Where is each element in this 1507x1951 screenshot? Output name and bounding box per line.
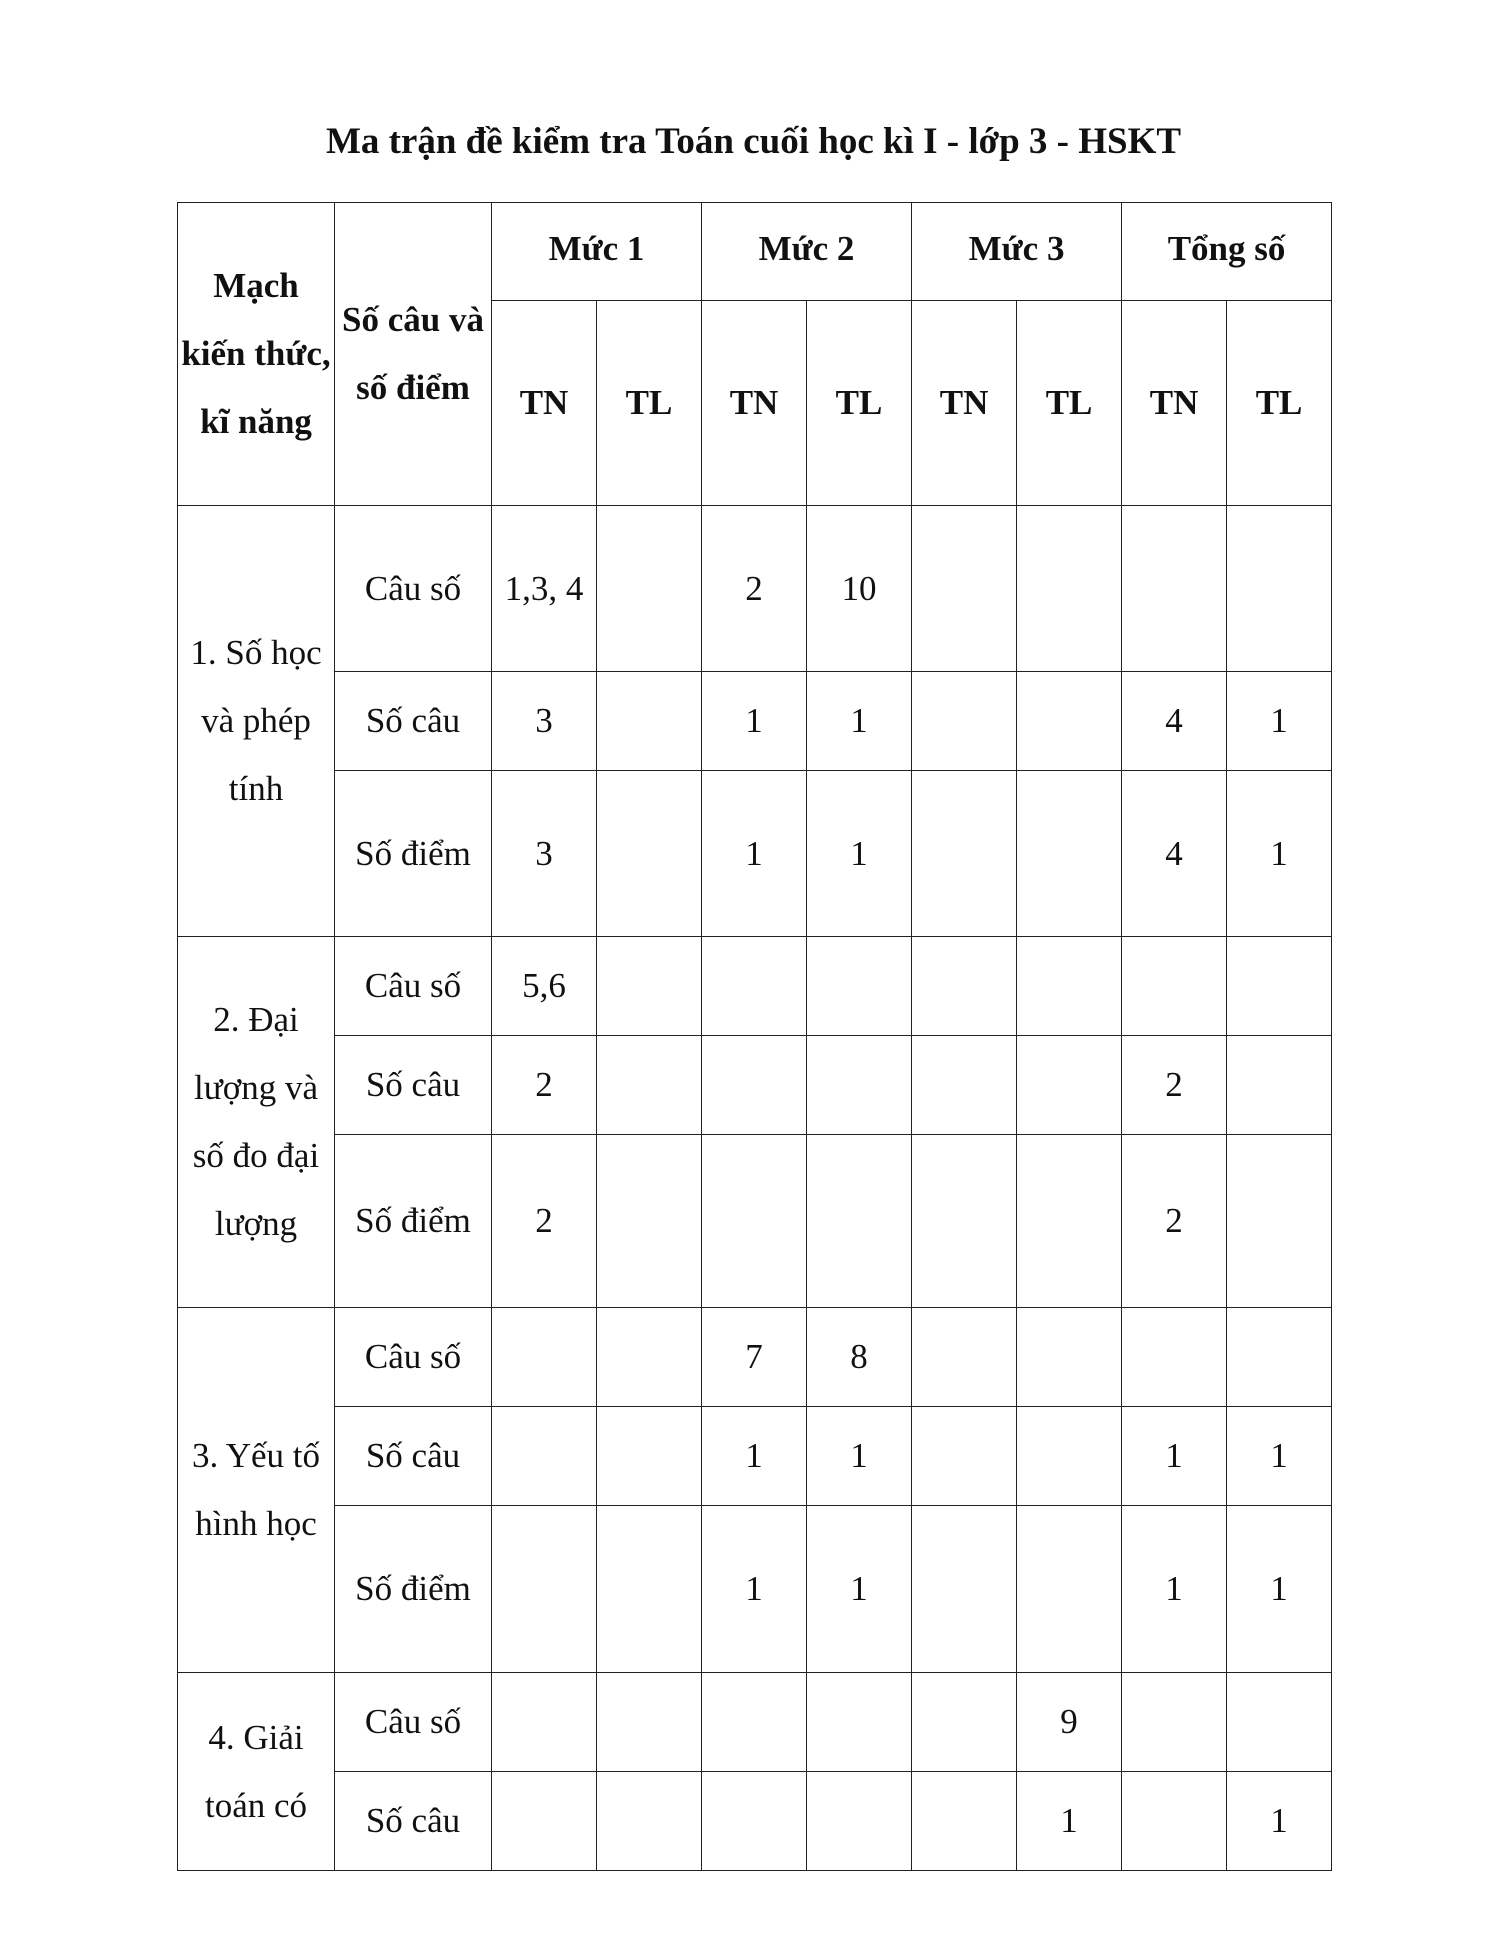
value-cell — [807, 1036, 912, 1135]
value-cell: 1 — [1227, 672, 1332, 771]
header-level-3: Mức 3 — [912, 203, 1122, 301]
header-tl: TL — [1017, 301, 1122, 506]
value-cell: 2 — [492, 1135, 597, 1308]
value-cell: 3 — [492, 672, 597, 771]
value-cell: 10 — [807, 506, 912, 672]
value-cell — [912, 1407, 1017, 1506]
value-cell: 1 — [1227, 771, 1332, 937]
value-cell — [912, 1135, 1017, 1308]
header-level-2: Mức 2 — [702, 203, 912, 301]
value-cell — [807, 1772, 912, 1871]
value-cell — [597, 771, 702, 937]
value-cell — [1017, 1036, 1122, 1135]
value-cell — [1227, 1673, 1332, 1772]
value-cell — [1017, 1506, 1122, 1673]
value-cell — [597, 1308, 702, 1407]
table-row — [178, 1673, 1332, 1772]
row-label-cell: Câu số — [335, 1673, 492, 1772]
topic-cell: 3. Yếu tố hình học — [178, 1308, 335, 1673]
value-cell: 7 — [702, 1308, 807, 1407]
header-tn: TN — [912, 301, 1017, 506]
value-cell — [1122, 506, 1227, 672]
value-cell — [492, 1308, 597, 1407]
value-cell — [702, 1772, 807, 1871]
value-cell — [1017, 771, 1122, 937]
table-row — [178, 506, 1332, 672]
value-cell — [492, 1673, 597, 1772]
value-cell: 1 — [1122, 1407, 1227, 1506]
value-cell — [597, 937, 702, 1036]
value-cell: 1 — [702, 771, 807, 937]
value-cell — [492, 1506, 597, 1673]
value-cell — [912, 672, 1017, 771]
value-cell — [597, 1407, 702, 1506]
value-cell — [1017, 672, 1122, 771]
page-title: Ma trận đề kiểm tra Toán cuối học kì I - lớp 3 - HSKT — [325, 121, 1182, 162]
value-cell: 3 — [492, 771, 597, 937]
value-cell — [807, 1135, 912, 1308]
value-cell — [912, 1673, 1017, 1772]
row-label-cell: Số điểm — [335, 771, 492, 937]
value-cell: 8 — [807, 1308, 912, 1407]
table-row — [178, 672, 1332, 771]
value-cell — [1227, 506, 1332, 672]
value-cell — [1227, 1308, 1332, 1407]
row-label-cell: Số câu — [335, 1407, 492, 1506]
value-cell — [912, 1036, 1017, 1135]
value-cell — [492, 1772, 597, 1871]
value-cell: 1 — [1227, 1772, 1332, 1871]
value-cell: 5,6 — [492, 937, 597, 1036]
value-cell: 1 — [1227, 1407, 1332, 1506]
header-row-levels — [178, 203, 1332, 301]
value-cell: 1 — [1017, 1772, 1122, 1871]
value-cell: 2 — [1122, 1135, 1227, 1308]
table-row — [178, 937, 1332, 1036]
header-tl: TL — [807, 301, 912, 506]
header-kind: Số câu và số điểm — [335, 203, 492, 506]
value-cell — [1017, 1407, 1122, 1506]
row-label-cell: Số câu — [335, 1036, 492, 1135]
value-cell — [1017, 937, 1122, 1036]
topic-cell: 4. Giải toán có — [178, 1673, 335, 1871]
value-cell — [912, 937, 1017, 1036]
test-matrix-table — [177, 202, 1332, 1871]
value-cell: 2 — [492, 1036, 597, 1135]
row-label-cell: Số câu — [335, 672, 492, 771]
value-cell — [1122, 1673, 1227, 1772]
row-label-cell: Số điểm — [335, 1135, 492, 1308]
value-cell — [1122, 937, 1227, 1036]
value-cell — [807, 937, 912, 1036]
header-level-1: Mức 1 — [492, 203, 702, 301]
value-cell — [597, 506, 702, 672]
header-total: Tổng số — [1122, 203, 1332, 301]
value-cell — [912, 506, 1017, 672]
value-cell: 2 — [702, 506, 807, 672]
header-topic: Mạch kiến thức, kĩ năng — [178, 203, 335, 506]
table-row — [178, 1036, 1332, 1135]
value-cell — [597, 672, 702, 771]
value-cell — [1017, 506, 1122, 672]
value-cell — [1227, 937, 1332, 1036]
value-cell: 1 — [1122, 1506, 1227, 1673]
header-tn: TN — [702, 301, 807, 506]
header-tn: TN — [492, 301, 597, 506]
value-cell — [702, 1036, 807, 1135]
value-cell: 1 — [1227, 1506, 1332, 1673]
value-cell: 1,3, 4 — [492, 506, 597, 672]
value-cell — [1017, 1135, 1122, 1308]
value-cell: 9 — [1017, 1673, 1122, 1772]
value-cell — [1122, 1308, 1227, 1407]
value-cell — [597, 1673, 702, 1772]
header-tl: TL — [597, 301, 702, 506]
table-row — [178, 1308, 1332, 1407]
value-cell — [597, 1135, 702, 1308]
value-cell — [1017, 1308, 1122, 1407]
topic-cell: 1. Số học và phép tính — [178, 506, 335, 937]
value-cell — [912, 1308, 1017, 1407]
value-cell — [912, 1772, 1017, 1871]
row-label-cell: Số câu — [335, 1772, 492, 1871]
value-cell — [597, 1772, 702, 1871]
table-row — [178, 1407, 1332, 1506]
value-cell — [702, 1673, 807, 1772]
value-cell: 2 — [1122, 1036, 1227, 1135]
value-cell — [1227, 1135, 1332, 1308]
header-tn: TN — [1122, 301, 1227, 506]
table-row — [178, 1772, 1332, 1871]
value-cell — [702, 937, 807, 1036]
value-cell: 1 — [807, 1407, 912, 1506]
value-cell — [807, 1673, 912, 1772]
value-cell: 1 — [702, 1407, 807, 1506]
row-label-cell: Câu số — [335, 1308, 492, 1407]
value-cell: 1 — [807, 672, 912, 771]
value-cell — [1122, 1772, 1227, 1871]
value-cell: 1 — [807, 1506, 912, 1673]
value-cell: 1 — [702, 672, 807, 771]
row-label-cell: Số điểm — [335, 1506, 492, 1673]
value-cell: 4 — [1122, 771, 1227, 937]
row-label-cell: Câu số — [335, 506, 492, 672]
value-cell — [912, 1506, 1017, 1673]
value-cell: 4 — [1122, 672, 1227, 771]
value-cell — [702, 1135, 807, 1308]
value-cell — [1227, 1036, 1332, 1135]
row-label-cell: Câu số — [335, 937, 492, 1036]
value-cell — [597, 1036, 702, 1135]
value-cell — [912, 771, 1017, 937]
value-cell: 1 — [702, 1506, 807, 1673]
value-cell — [597, 1506, 702, 1673]
table-row — [178, 1506, 1332, 1673]
value-cell: 1 — [807, 771, 912, 937]
header-tl: TL — [1227, 301, 1332, 506]
table-row — [178, 771, 1332, 937]
value-cell — [492, 1407, 597, 1506]
table-row — [178, 1135, 1332, 1308]
topic-cell: 2. Đại lượng và số đo đại lượng — [178, 937, 335, 1308]
